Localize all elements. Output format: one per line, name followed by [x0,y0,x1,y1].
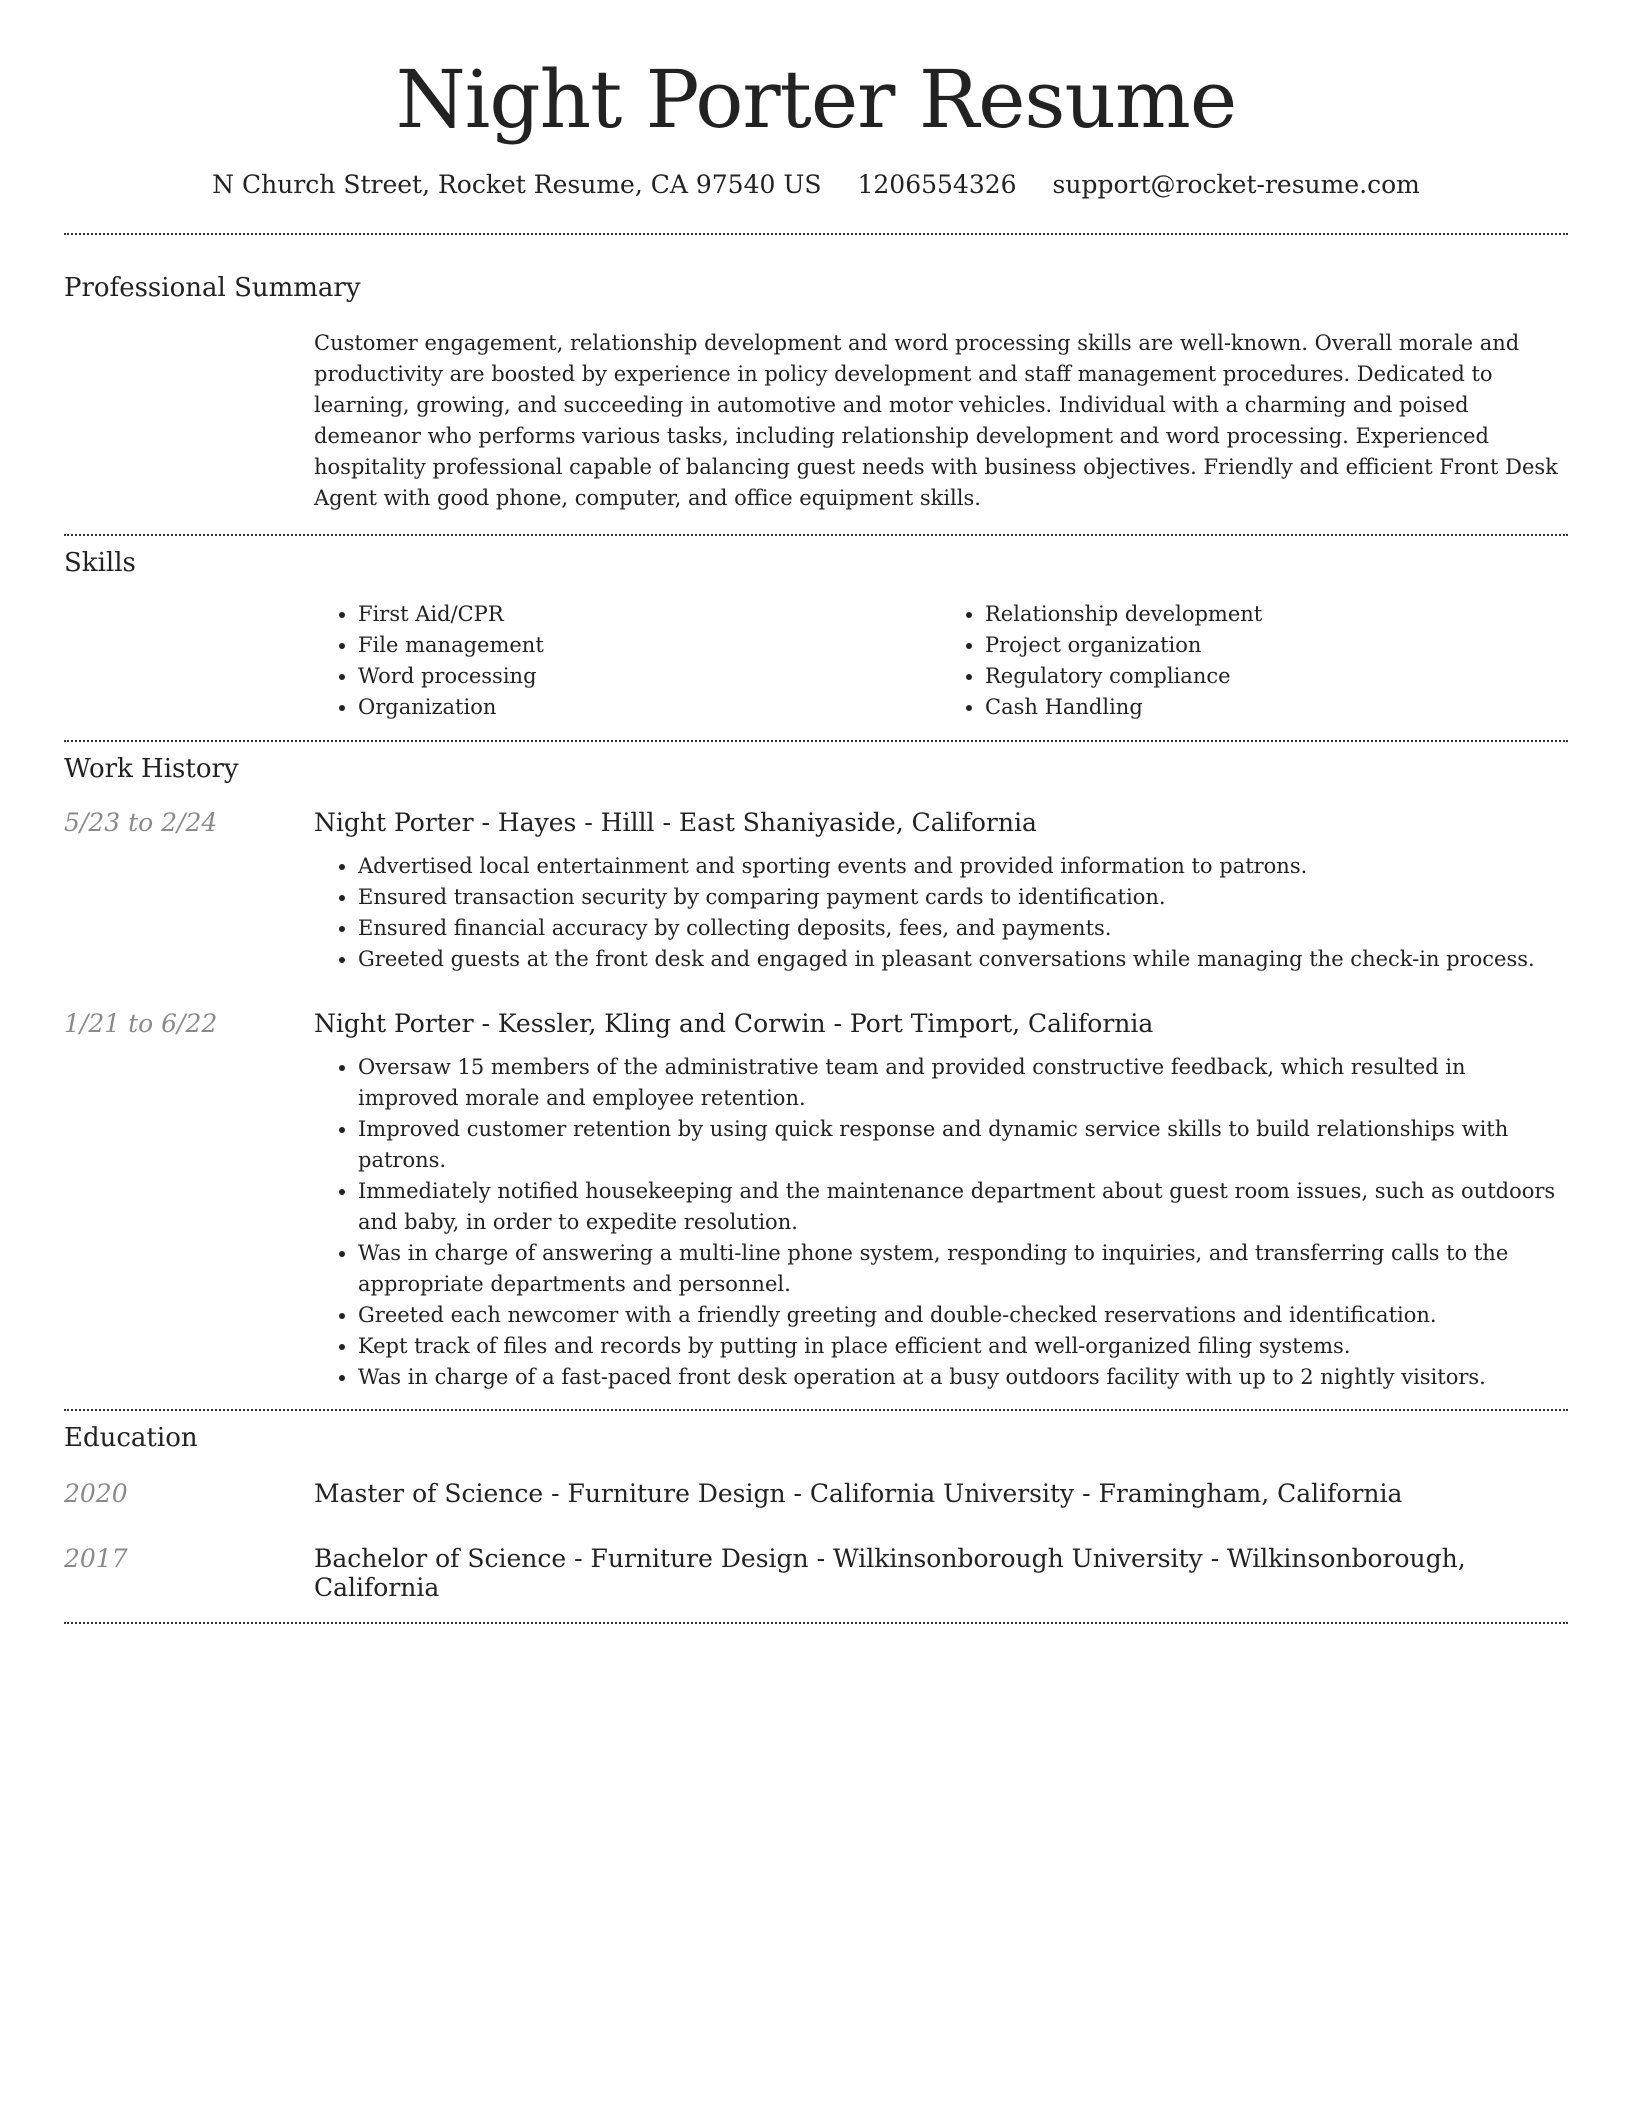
job-bullets-row [64,851,1568,975]
skill-item: • Organization [358,692,941,723]
education-entry [64,1479,1568,1508]
skills-column-left [314,599,941,723]
section-divider [64,1409,1568,1411]
job-bullet: • Was in charge of a fast-paced front desk operation at a busy outdoors facility with up to 2 nightly visitors. [358,1362,1568,1393]
job-bullet: • Oversaw 15 members of the administrative team and provided constructive feedback, which resulted in improved morale and employee retention. [358,1052,1568,1114]
summary-text: Customer engagement, relationship development and word processing skills are well-known. Overall morale and productivity are boosted by experience in policy development and staff management procedures. Dedicated to learning, growing, and succeeding in automotive and motor vehicles. Individual with a charming and poised demeanor who performs various tasks, including relationship development and word processing. Experienced hospitality professional capable of balancing guest needs with business objectives. Friendly and efficient Front Desk Agent with good phone, computer, and office equipment skills. [314,331,1558,510]
job-bullet: • Kept track of files and records by putting in place efficient and well-organized filing systems. [358,1331,1568,1362]
job-bullet: • Improved customer retention by using quick response and dynamic service skills to build relationships with patrons. [358,1114,1568,1176]
job-bullet: • Ensured financial accuracy by collecting deposits, fees, and payments. [358,913,1568,944]
job-bullet: • Ensured transaction security by comparing payment cards to identification. [358,882,1568,913]
job-heading: Night Porter - Hayes - Hilll - East Shaniyaside, California [314,808,1037,837]
contact-line [64,170,1568,199]
job-bullet: • Greeted guests at the front desk and engaged in pleasant conversations while managing the check-in process. [358,944,1568,975]
contact-address: N Church Street, Rocket Resume, CA 97540 US [212,170,822,199]
job-bullet: • Immediately notified housekeeping and the maintenance department about guest room issues, such as outdoors and baby, in order to expedite resolution. [358,1176,1568,1238]
job-bullets [314,1052,1568,1393]
contact-email: support@rocket-resume.com [1052,170,1420,199]
summary-row [64,328,1568,514]
skill-item: • Project organization [985,630,1568,661]
skills-list [314,599,1568,723]
skill-item: • File management [358,630,941,661]
skill-item: • Relationship development [985,599,1568,630]
summary-heading: Professional Summary [64,273,361,303]
education-year: 2017 [64,1544,128,1573]
job-bullet: • Was in charge of answering a multi-line phone system, responding to inquiries, and transferring calls to the appropriate departments and personnel. [358,1238,1568,1300]
contact-phone: 1206554326 [857,170,1017,199]
job-bullet: • Advertised local entertainment and sporting events and provided information to patrons. [358,851,1568,882]
education-year: 2020 [64,1479,128,1508]
section-divider [64,534,1568,536]
skill-item: • Regulatory compliance [985,661,1568,692]
job-entry [64,808,1568,837]
job-entry [64,1009,1568,1038]
job-heading: Night Porter - Kessler, Kling and Corwin - Port Timport, California [314,1009,1154,1038]
skills-column-right [941,599,1568,723]
job-bullet: • Greeted each newcomer with a friendly greeting and double-checked reservations and identification. [358,1300,1568,1331]
education-entry [64,1544,1568,1602]
job-bullets-row [64,1052,1568,1393]
job-bullets [314,851,1568,975]
education-text: Bachelor of Science - Furniture Design - Wilkinsonborough University - Wilkinsonborough, California [314,1544,1466,1602]
work-heading: Work History [64,754,239,784]
job-dates: 5/23 to 2/24 [64,808,218,837]
job-dates: 1/21 to 6/22 [64,1009,218,1038]
section-divider [64,233,1568,235]
resume-title: Night Porter Resume [395,53,1237,146]
skills-row [64,599,1568,723]
skill-item: • Cash Handling [985,692,1568,723]
education-text: Master of Science - Furniture Design - California University - Framingham, California [314,1479,1403,1508]
skills-heading: Skills [64,548,136,578]
section-divider [64,740,1568,742]
education-heading: Education [64,1423,198,1453]
section-divider [64,1622,1568,1624]
skill-item: • First Aid/CPR [358,599,941,630]
skill-item: • Word processing [358,661,941,692]
